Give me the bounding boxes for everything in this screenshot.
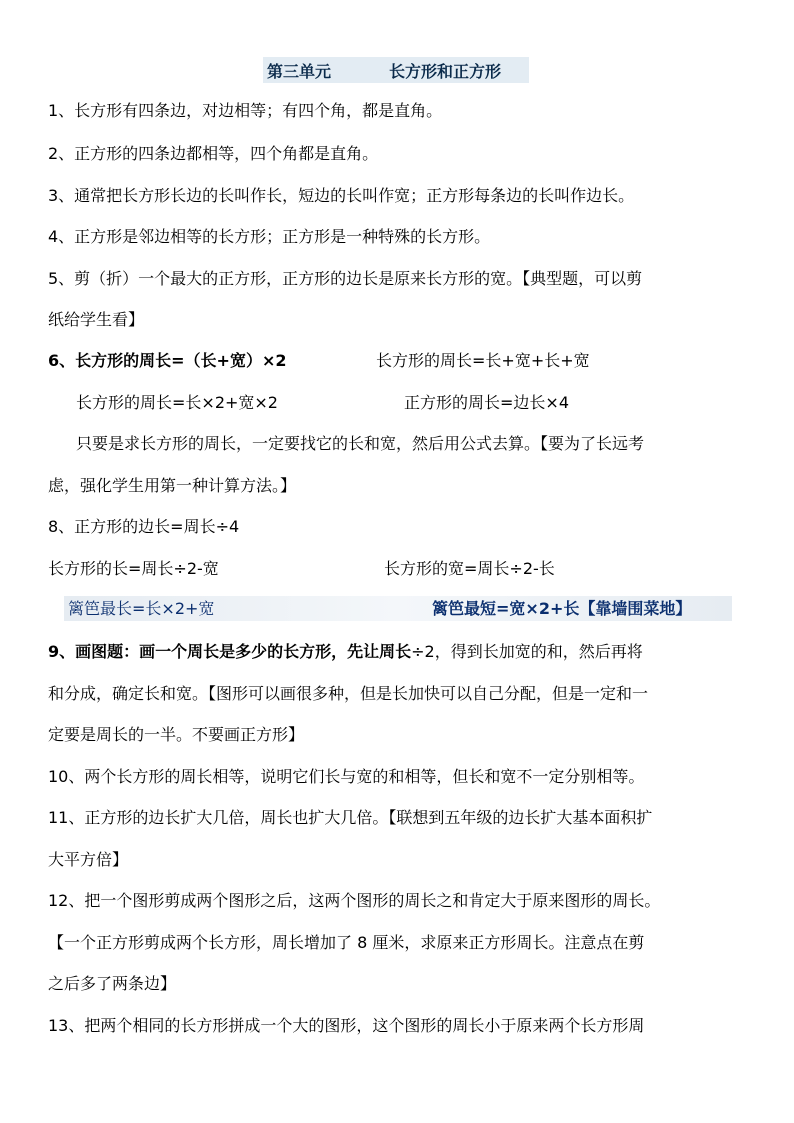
item-8-length: 长方形的长=周长÷2-宽 [48,559,219,578]
item-9-line-3: 定要是周长的一半。不要画正方形】 [48,725,305,744]
item-5-line-1: 5、剪（折）一个最大的正方形，正方形的边长是原来长方形的宽。【典型题，可以剪 [48,269,643,288]
fence-longest: 篱笆最长=长×2+宽 [68,599,215,618]
item-6-alt-formula-1: 长方形的周长=长+宽+长+宽 [376,351,590,370]
item-9-line-2: 和分成，确定长和宽。【图形可以画很多种，但是长加快可以自己分配，但是一定和一 [48,684,649,703]
item-1: 1、长方形有四条边，对边相等；有四个角，都是直角。 [48,101,443,120]
item-11-line-1: 11、正方形的边长扩大几倍，周长也扩大几倍。【联想到五年级的边长扩大基本面积扩 [48,808,653,827]
item-10: 10、两个长方形的周长相等，说明它们长与宽的和相等，但长和宽不一定分别相等。 [48,767,645,786]
item-6-formula: 6、长方形的周长=（长+宽）×2 [48,351,287,370]
item-12-line-3: 之后多了两条边】 [48,974,177,993]
item-8-width: 长方形的宽=周长÷2-长 [384,559,555,578]
item-2: 2、正方形的四条边都相等，四个角都是直角。 [48,144,379,163]
topic-label: 长方形和正方形 [389,61,502,81]
fence-shortest: 篱笆最短=宽×2+长【靠墙围菜地】 [432,599,692,618]
item-12-line-1: 12、把一个图形剪成两个图形之后，这两个图形的周长之和肯定大于原来图形的周长。 [48,891,661,910]
item-12-line-2: 【一个正方形剪成两个长方形，周长增加了 8 厘米，求原来正方形周长。注意点在剪 [48,933,645,952]
item-3: 3、通常把长方形长边的长叫作长，短边的长叫作宽；正方形每条边的长叫作边长。 [48,186,635,205]
unit-label: 第三单元 [267,61,332,81]
item-9-rest: ÷2，得到长加宽的和，然后再将 [411,642,643,661]
item-6-square-formula: 正方形的周长=边长×4 [404,393,569,412]
unit-title [263,57,529,83]
item-9-bold: 9、画图题：画一个周长是多少的长方形，先让周长 [48,642,412,661]
item-9-line-1 [48,641,643,663]
item-13: 13、把两个相同的长方形拼成一个大的图形，这个图形的周长小于原来两个长方形周 [48,1016,645,1035]
item-5-line-2: 纸给学生看】 [48,310,145,329]
item-11-line-2: 大平方倍】 [48,850,129,869]
item-7-line-2: 虑，强化学生用第一种计算方法。】 [48,476,297,495]
item-4: 4、正方形是邻边相等的长方形；正方形是一种特殊的长方形。 [48,227,491,246]
item-8: 8、正方形的边长=周长÷4 [48,517,240,536]
item-6-alt-formula-2: 长方形的周长=长×2+宽×2 [76,393,278,412]
item-7-line-1: 只要是求长方形的周长，一定要找它的长和宽，然后用公式去算。【要为了长远考 [76,434,645,453]
